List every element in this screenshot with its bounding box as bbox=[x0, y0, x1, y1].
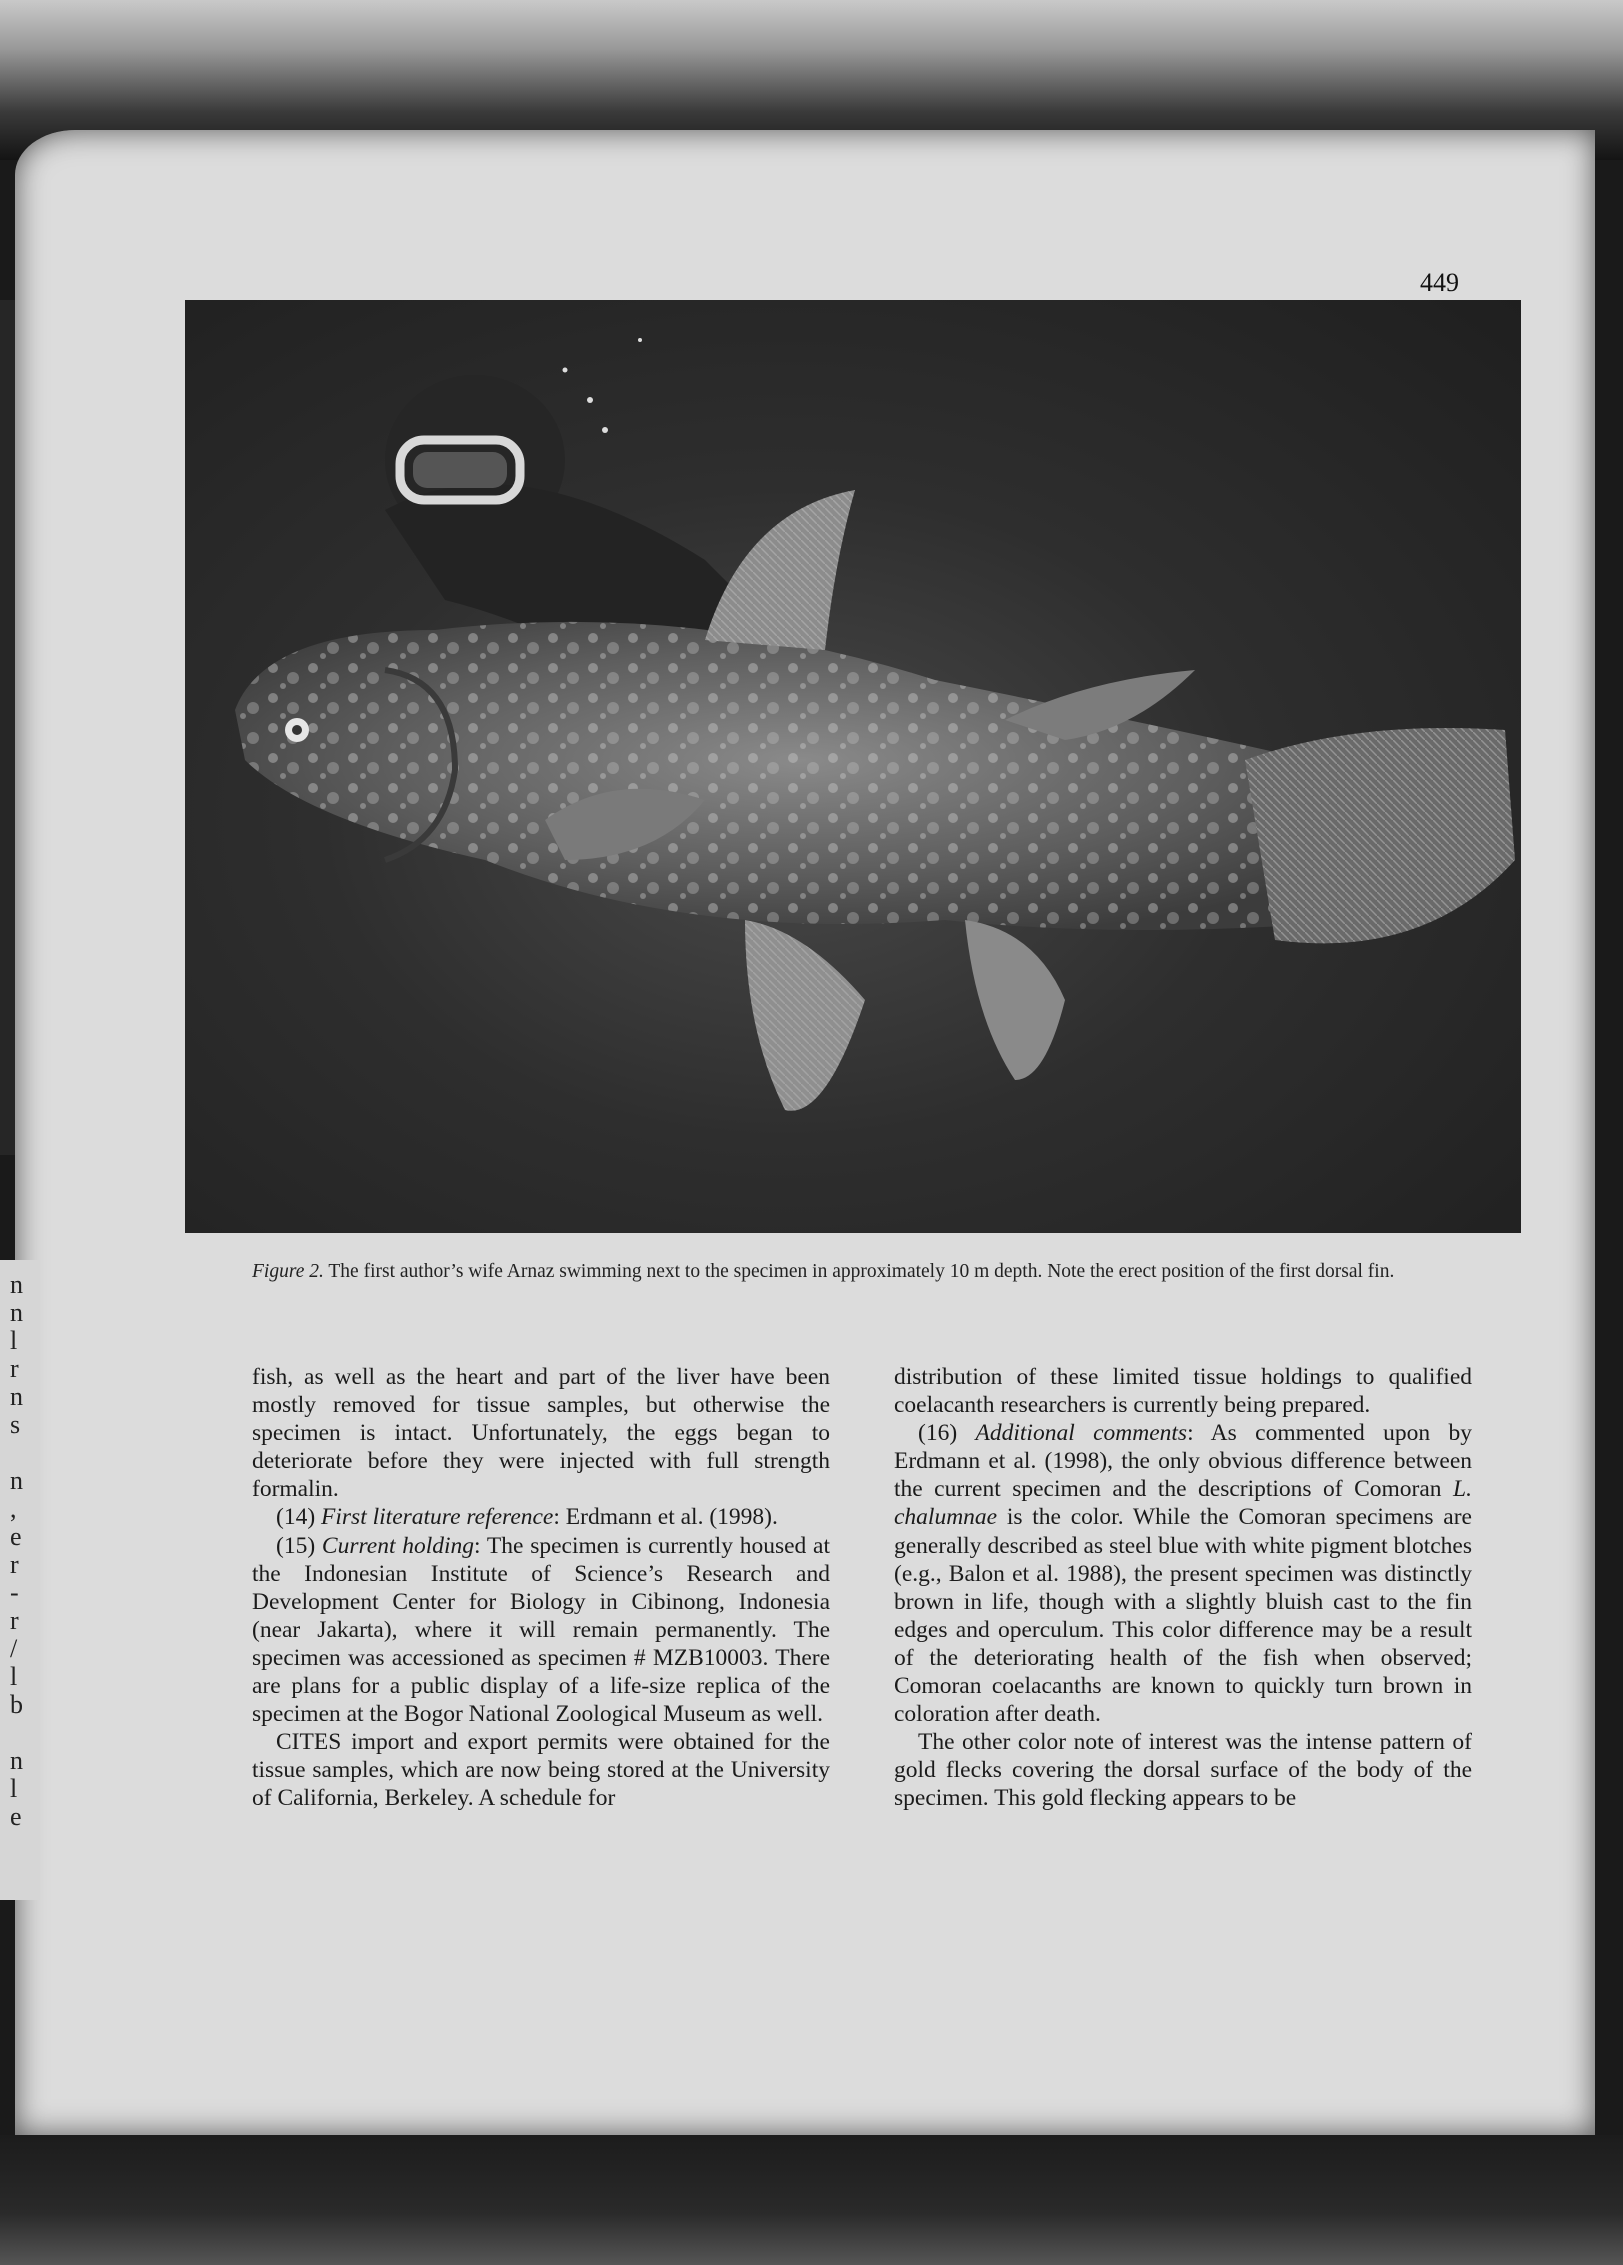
item-text: : The specimen is currently housed at the Indonesian Institute of Science’s Research and Development Center for Biology in Cibinong, Indonesia (near Jakarta), where it will remain permanently. The specimen was accessioned as specimen # MZB10003. There are plans for a public display of a life-size replica of the specimen at the Bogor National Zoological Museum as well. bbox=[252, 1532, 830, 1728]
margin-fragment: l bbox=[10, 1662, 18, 1691]
margin-fragment: n bbox=[10, 1746, 23, 1775]
item-text: is the color. While the Comoran specimens are generally described as steel blue with white pigment blotches (e.g., Balon et al. 1988), the present specimen was distinctly brown in life, though with a slightly bluish cast to the fin edges and operculum. This color difference may be a result of the deteriorating health of the fish when observed; Comoran coelacanths are known to quickly turn brown in coloration after death. bbox=[894, 1504, 1472, 1728]
figure-caption-text: The first author’s wife Arnaz swimming next to the specimen in approximately 10 m depth. Note the erect position of the first dorsal fin. bbox=[328, 1261, 1395, 1282]
paragraph-cites: CITES import and export permits were obtained for the tissue samples, which are now being stored at the University of California, Berkeley. A schedule for bbox=[252, 1729, 830, 1812]
margin-fragment: n bbox=[10, 1382, 23, 1411]
item-number: (16) bbox=[918, 1420, 958, 1447]
margin-fragment: s bbox=[10, 1410, 21, 1439]
margin-fragment: r bbox=[10, 1606, 19, 1635]
margin-fragment: , bbox=[10, 1494, 17, 1523]
margin-fragment: r bbox=[10, 1354, 19, 1383]
previous-page-margin bbox=[0, 1260, 40, 1900]
right-text-column bbox=[894, 1363, 1472, 1813]
margin-fragment: b bbox=[10, 1690, 23, 1719]
margin-fragment: n bbox=[10, 1298, 23, 1327]
margin-fragment: e bbox=[10, 1802, 22, 1831]
paragraph-additional-comments bbox=[894, 1419, 1472, 1728]
paragraph: fish, as well as the heart and part of the liver have been mostly removed for tissue samples, but otherwise the specimen is intact. Unfortunately, the eggs began to deteriorate before they were injected with full strength formalin. bbox=[252, 1364, 830, 1503]
figure-label: Figure 2. bbox=[252, 1261, 324, 1282]
margin-fragment: l bbox=[10, 1326, 18, 1355]
margin-fragment: l bbox=[10, 1774, 18, 1803]
margin-fragment: n bbox=[10, 1466, 23, 1495]
item-label: Additional comments bbox=[975, 1420, 1188, 1447]
paragraph: distribution of these limited tissue holdings to qualified coelacanth researchers is currently being prepared. bbox=[894, 1364, 1472, 1419]
left-text-column bbox=[252, 1363, 830, 1813]
paragraph-first-literature bbox=[252, 1503, 830, 1531]
margin-fragment: - bbox=[10, 1578, 19, 1607]
coelacanth-fish bbox=[235, 490, 1515, 1111]
margin-fragment: e bbox=[10, 1522, 22, 1551]
coelacanth-illustration bbox=[185, 300, 1521, 1233]
item-number: (14) bbox=[276, 1504, 316, 1531]
item-text: : As commented upon by Erdmann et al. (1998), the only obvious difference between the current specimen and the descriptions of Comoran bbox=[894, 1420, 1472, 1503]
species-name: L. chalumnae bbox=[894, 1476, 1472, 1531]
margin-fragment: n bbox=[10, 1270, 23, 1299]
margin-fragment: r bbox=[10, 1550, 19, 1579]
margin-fragment: / bbox=[10, 1634, 18, 1663]
paragraph-gold-flecks: The other color note of interest was the intense pattern of gold flecks covering the dorsal surface of the body of the specimen. This gold flecking appears to be bbox=[894, 1729, 1472, 1812]
scan-bottom-shadow bbox=[0, 2135, 1623, 2265]
figure-photo-coelacanth bbox=[185, 300, 1521, 1233]
item-text: : Erdmann et al. (1998). bbox=[553, 1504, 778, 1531]
item-label: First literature reference bbox=[321, 1504, 554, 1531]
page-number: 449 bbox=[1420, 268, 1459, 297]
paragraph-current-holding bbox=[252, 1532, 830, 1729]
figure-caption bbox=[252, 1258, 1472, 1286]
item-label: Current holding bbox=[321, 1532, 475, 1559]
item-number: (15) bbox=[276, 1532, 316, 1559]
